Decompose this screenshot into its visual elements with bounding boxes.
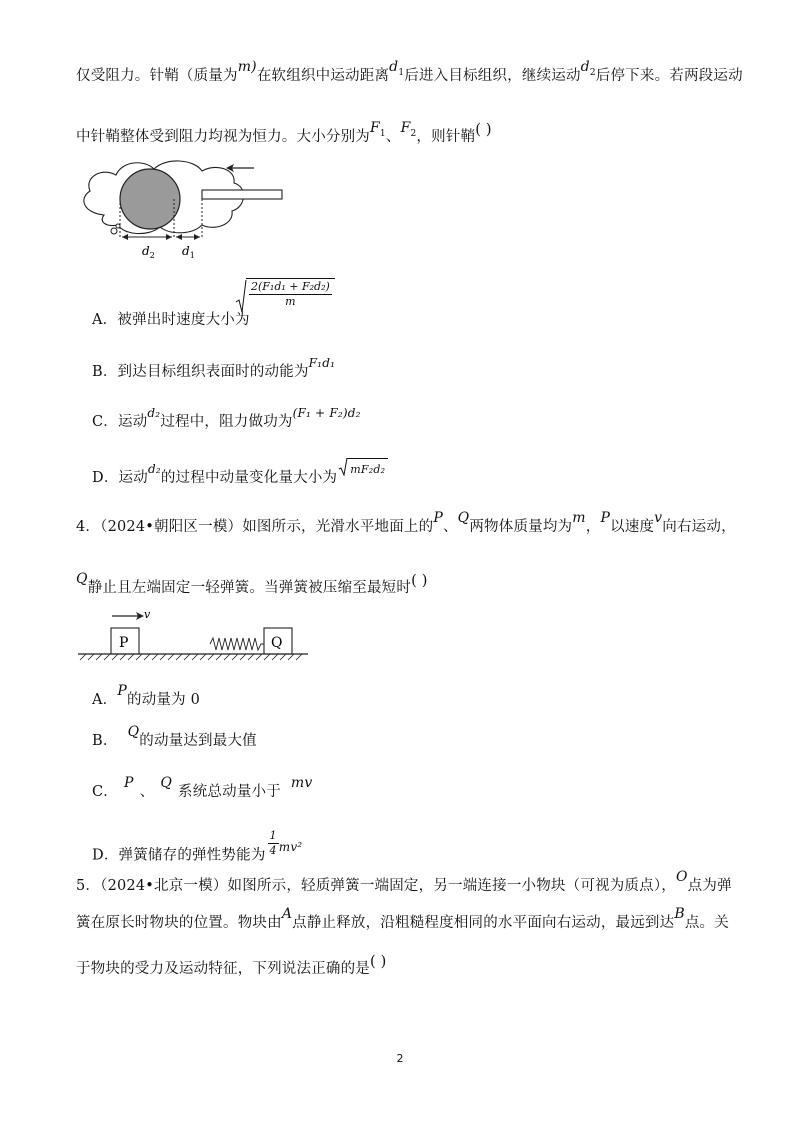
option-D-frac bbox=[268, 829, 279, 858]
q3-line-1 bbox=[76, 59, 743, 92]
q4-option-B bbox=[92, 724, 257, 751]
option-text: C． bbox=[92, 784, 118, 800]
spring bbox=[210, 638, 264, 650]
sqrt-sign bbox=[338, 458, 348, 476]
label-P: P bbox=[119, 635, 129, 651]
q3-text: ，则针鞘 bbox=[416, 129, 476, 145]
answer-paren: ( ) bbox=[370, 954, 387, 970]
sqrt-sign bbox=[235, 280, 247, 314]
q3-option-C bbox=[92, 406, 361, 432]
q5-text: 点。关 bbox=[684, 915, 729, 931]
option-math: Q bbox=[127, 724, 140, 740]
q5-line-3 bbox=[76, 954, 387, 979]
q4-text: 静止且左端固定一轻弹簧。当弹簧被压缩至最短时 bbox=[87, 580, 412, 596]
option-text: B． bbox=[92, 733, 118, 749]
math-Q: Q bbox=[457, 510, 470, 526]
option-math: mv² bbox=[278, 839, 303, 854]
option-D-sqrt bbox=[347, 458, 388, 480]
option-text: A． bbox=[92, 692, 118, 708]
q3-text: 中针鞘整体受到阻力均视为恒力。大小分别为 bbox=[76, 129, 370, 145]
q3-option-B bbox=[92, 356, 336, 382]
q4-text: 、 bbox=[442, 519, 458, 535]
option-math: mv bbox=[290, 775, 313, 791]
math-A: A bbox=[281, 906, 293, 922]
option-text: 的过程中动量变化量大小为 bbox=[160, 470, 338, 486]
option-text: 、 bbox=[139, 784, 155, 800]
q5-text: 于物块的受力及运动特征，下列说法正确的是 bbox=[76, 961, 370, 977]
frac-den: 4 bbox=[269, 844, 277, 857]
q4-option-C bbox=[92, 775, 313, 802]
q3-figure bbox=[74, 155, 294, 265]
math-F1-base: F bbox=[370, 120, 380, 136]
math-d1: $d_1$ bbox=[389, 59, 405, 78]
q5-text: 5．（2024•北京一模）如图所示，轻质弹簧一端固定，另一端连接一小物块（可视为质点）， bbox=[76, 878, 676, 894]
q5-text: 点静止释放，沿粗糙程度相同的水平面向右运动，最远到达 bbox=[292, 915, 675, 931]
option-math: F₁d₁ bbox=[308, 356, 336, 370]
option-text: 系统总动量小于 bbox=[178, 784, 281, 800]
math-d2-base: d bbox=[580, 59, 590, 75]
q4-text: 以速度 bbox=[610, 519, 655, 535]
math-P: P bbox=[600, 510, 611, 526]
q3-option-D bbox=[92, 462, 388, 489]
label-d1: $d_1$ bbox=[182, 244, 195, 260]
q3-text: 、 bbox=[385, 129, 401, 145]
q3-text: 后进入目标组织，继续运动 bbox=[404, 68, 581, 84]
q4-text: 两物体质量均为 bbox=[469, 519, 573, 535]
q4-option-A bbox=[92, 683, 201, 710]
math-O: O bbox=[675, 869, 688, 885]
math-P: P bbox=[433, 510, 443, 526]
label-Q: Q bbox=[271, 635, 283, 651]
math-B: B bbox=[674, 906, 685, 922]
option-text: D．运动 bbox=[92, 470, 148, 486]
ground-hatch bbox=[80, 654, 302, 660]
option-text: D．弹簧储存的弹性势能为 bbox=[92, 847, 266, 864]
q3-text: 后停下来。若两段运动 bbox=[595, 68, 743, 84]
q4-option-D bbox=[92, 829, 303, 870]
option-text: 过程中，阻力做功为 bbox=[160, 414, 293, 430]
q5-line-1 bbox=[76, 869, 732, 896]
option-math: P bbox=[124, 775, 134, 791]
math-d2: $d_2$ bbox=[580, 59, 596, 78]
option-math: mF₂d₂ bbox=[347, 458, 388, 480]
q4-text: 向右运动， bbox=[662, 519, 736, 535]
option-math: (F₁ + F₂)d₂ bbox=[292, 406, 361, 420]
option-text: 的动量达到最大值 bbox=[139, 733, 257, 749]
option-text: 的动量为 0 bbox=[127, 692, 201, 708]
math-Q: Q bbox=[76, 571, 88, 587]
math-F2-base: F bbox=[400, 120, 411, 136]
q3-text: 在软组织中运动距离 bbox=[256, 68, 390, 84]
math-d1-base: d bbox=[389, 59, 399, 75]
q4-text: 4．（2024•朝阳区一模）如图所示，光滑水平地面上的 bbox=[76, 519, 434, 535]
math-F1: $F_1$ bbox=[370, 120, 386, 139]
math-F2: $F_2$ bbox=[400, 120, 417, 139]
option-math: d₂ bbox=[147, 462, 161, 476]
tissue-dot bbox=[116, 224, 120, 228]
option-text: A．被弹出时速度大小为 bbox=[92, 312, 250, 328]
option-math: P bbox=[117, 683, 127, 699]
q3-line-2 bbox=[76, 120, 492, 153]
tissue-dot bbox=[111, 228, 117, 234]
q4-line-1 bbox=[76, 510, 736, 537]
q3-option-A-expr bbox=[246, 278, 335, 309]
sheath-ball bbox=[120, 169, 180, 229]
answer-paren: ( ) bbox=[475, 122, 492, 138]
needle-rod bbox=[202, 190, 282, 199]
q4-text: ， bbox=[585, 519, 601, 535]
option-text: B．到达目标组织表面时的动能为 bbox=[92, 364, 309, 380]
math-v: v bbox=[654, 510, 663, 526]
option-text: C．运动 bbox=[92, 414, 148, 430]
frac-num: 2(F₁d₁ + F₂d₂) bbox=[251, 280, 330, 293]
label-d2: $d_2$ bbox=[142, 244, 155, 260]
option-math: Q bbox=[160, 775, 173, 791]
q5-text: 点为弹 bbox=[687, 878, 732, 894]
q3-option-A bbox=[92, 310, 250, 330]
frac-den: m bbox=[285, 295, 296, 308]
q5-text: 簧在原长时物块的位置。物块由 bbox=[76, 915, 282, 931]
q4-line-2 bbox=[76, 571, 428, 598]
answer-paren: ( ) bbox=[411, 573, 428, 589]
math-m: m bbox=[572, 510, 586, 526]
q3-text: 仅受阻力。针鞘（质量为 bbox=[76, 68, 238, 84]
option-math: d₂ bbox=[147, 406, 161, 420]
frac-num: 1 bbox=[269, 829, 277, 842]
math-m: m) bbox=[237, 59, 257, 75]
page-number: 2 bbox=[396, 1052, 404, 1065]
q4-figure bbox=[74, 606, 314, 662]
q5-line-2 bbox=[76, 906, 729, 933]
label-v: v bbox=[144, 608, 151, 621]
